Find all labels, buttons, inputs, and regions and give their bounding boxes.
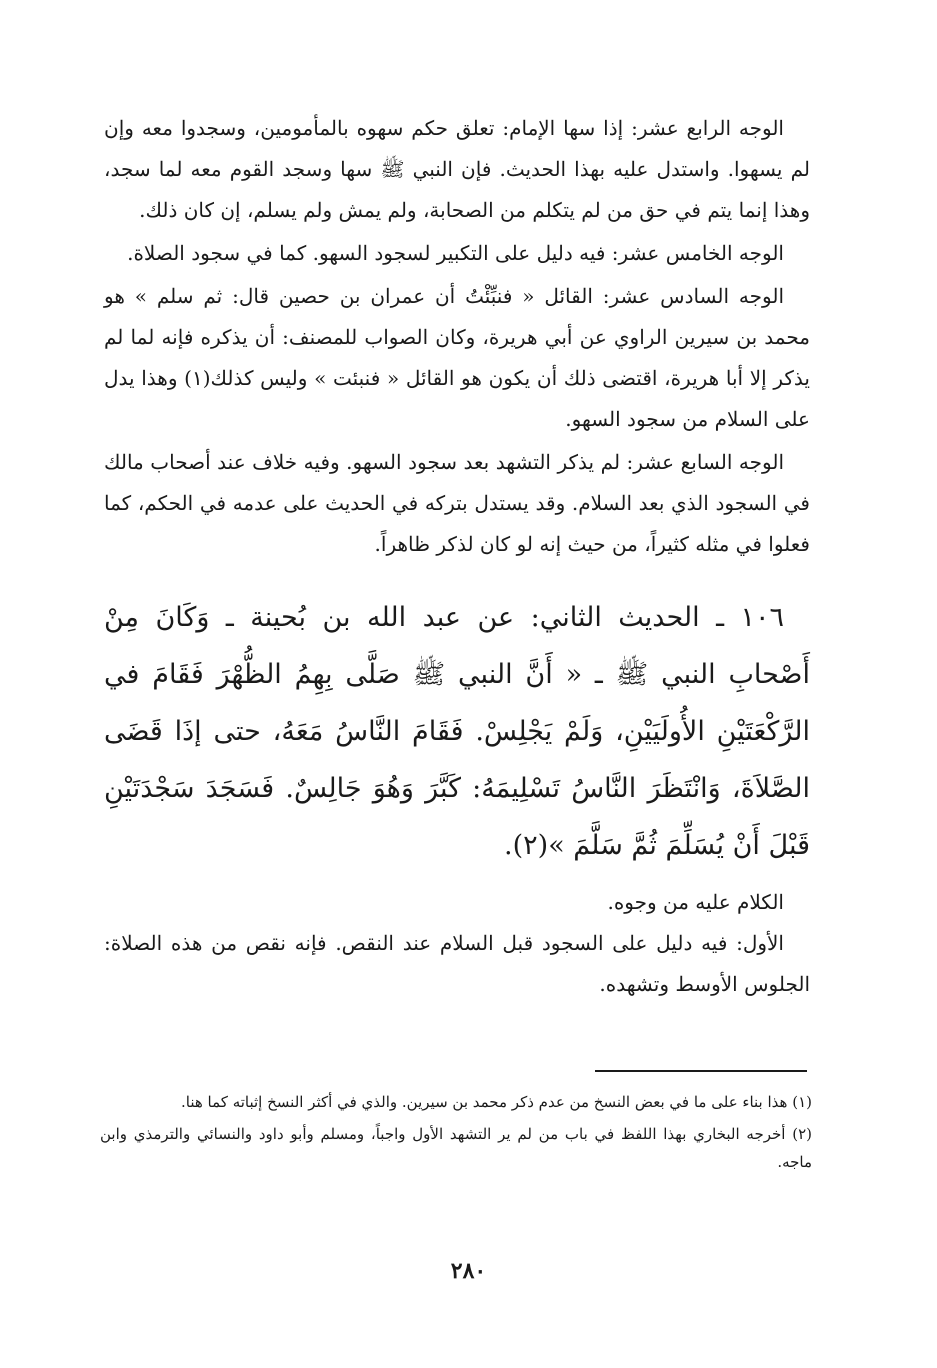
footnote-divider (595, 1070, 807, 1072)
hadith-text: ١٠٦ ـ الحديث الثاني: عن عبد الله بن بُحينة ـ وَكَانَ مِنْ أَصْحابِ النبي ﷺ ـ « أَنَّ النبي ﷺ صَلَّى بِهِمُ الظُّهْرَ فَقَامَ في الرَّكْعَتَيْنِ الأُولَيَيْنِ، وَلَمْ يَجْلِسْ. فَقَامَ النَّاسُ مَعَهُ، حتى إذَا قَضَى الصَّلاَةَ، وَانْتَظَرَ النَّاسُ تَسْلِيمَهُ: كَبَّرَ وَهُوَ جَالِسٌ. فَسَجَدَ سَجْدَتَيْنِ قَبْلَ أَنْ يُسَلِّمَ ثُمَّ سَلَّمَ »(٢). (104, 602, 810, 861)
paragraph-fifteenth: الوجه الخامس عشر: فيه دليل على التكبير لسجود السهو. كما في سجود الصلاة. (127, 241, 784, 265)
footnotes (100, 1088, 812, 1180)
page-number: ٢٨٠ (450, 1258, 487, 1284)
paragraph-sixteenth: الوجه السادس عشر: القائل « فنبِّئْتُ أن عمران بن حصين قال: ثم سلم » هو محمد بن سيرين الراوي عن أبي هريرة، وكان الصواب للمصنف: أن يذكره فإنه لما لم يذكر إلا أبا هريرة، اقتضى ذلك أن يكون هو القائل « فنبئت » وليس كذلك(١) وهذا يدل على السلام من سجود السهو. (104, 284, 810, 431)
footnote-1: (١) هذا بناء على ما في بعض النسخ من عدم ذكر محمد بن سيرين. والذي في أكثر النسخ إثباته كما هنا. (181, 1093, 812, 1111)
paragraph-first: الأول: فيه دليل على السجود قبل السلام عند النقص. فإنه نقص من هذه الصلاة: الجلوس الأوسط وتشهده. (104, 931, 810, 996)
paragraph-intro: الكلام عليه من وجوه. (607, 890, 784, 914)
main-text (104, 108, 810, 1005)
paragraph-seventeenth: الوجه السابع عشر: لم يذكر التشهد بعد سجود السهو. وفيه خلاف عند أصحاب مالك في السجود الذي بعد السلام. وقد يستدل بتركه في الحديث على عدمه في الحكم، كما فعلوا في مثله كثيراً، من حيث إنه لو كان لذكر ظاهراً. (104, 450, 810, 556)
footnote-2: (٢) أخرجه البخاري بهذا اللفظ في باب من لم ير التشهد الأول واجباً، ومسلم وأبو داود والنسائي والترمذي وابن ماجه. (100, 1125, 812, 1171)
paragraph-fourteenth: الوجه الرابع عشر: إذا سها الإمام: تعلق حكم سهوه بالمأمومين، وسجدوا معه وإن لم يسهوا. واستدل عليه بهذا الحديث. فإن النبي ﷺ سها وسجد القوم معه لما سجد، وهذا إنما يتم في حق من لم يتكلم من الصحابة، ولم يمش ولم يسلم، إن كان ذلك. (104, 116, 810, 222)
